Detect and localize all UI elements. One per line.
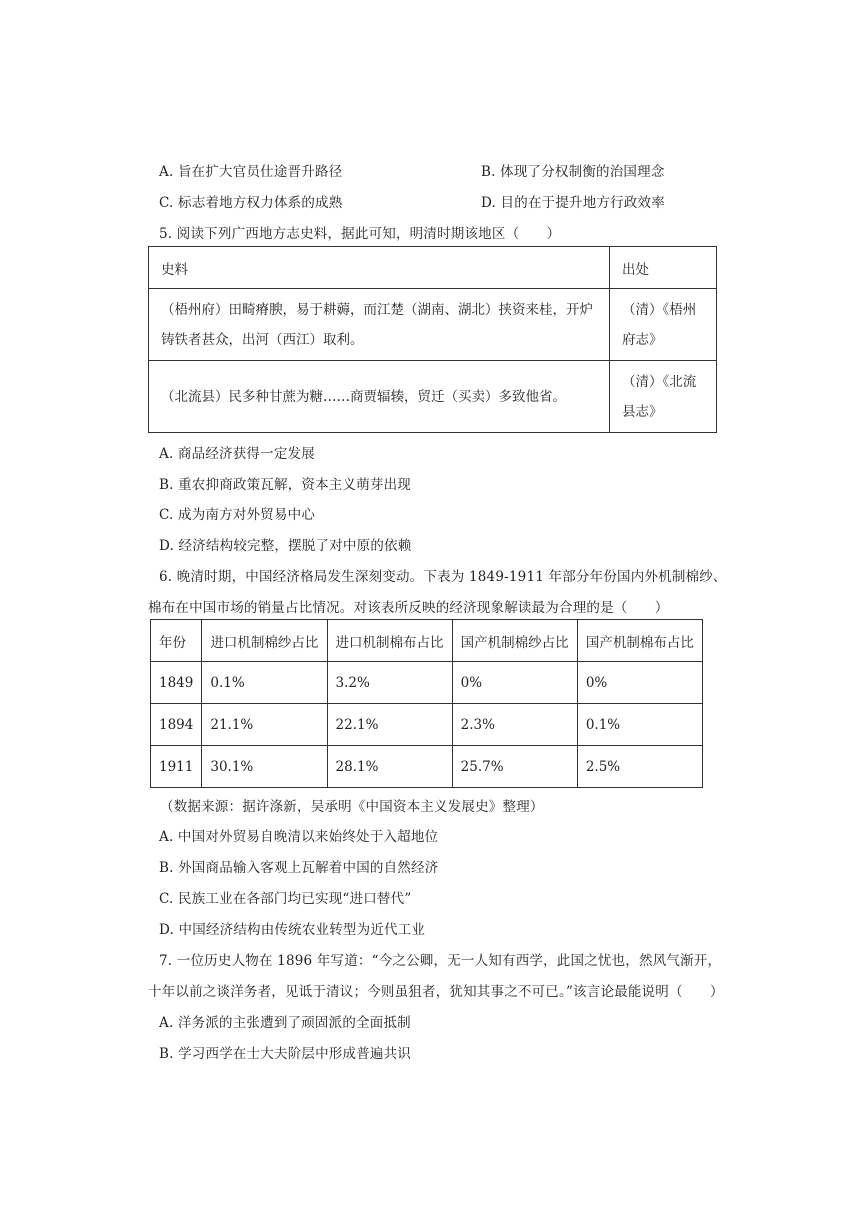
table-header-cell: 进口机制棉布占比 [327,620,452,662]
table-row [149,361,717,433]
table-cell: 0% [452,662,577,704]
table-row [151,746,703,788]
q4-option-b: B. 体现了分权制衡的治国理念 [481,164,665,180]
table-row [151,704,703,746]
table-cell: 28.1% [327,746,452,788]
q4-option-d: D. 目的在于提升地方行政效率 [481,195,665,211]
table-header-cell: 国产机制棉布占比 [577,620,702,662]
table-cell: （梧州府）田畸瘠腴，易于耕薅，而江楚（湖南、湖北）挟资来桂，开炉铸铁者甚众，出河（西江）取利。 [149,289,610,361]
q7-stem-line1: 7. 一位历史人物在 1896 年写道：“今之公卿，无一人知有西学，此国之忧也，然风气渐开， [159,953,722,969]
table-cell: 2.3% [452,704,577,746]
table-cell: 0% [577,662,702,704]
table-cell: 30.1% [202,746,327,788]
q5-option-a: A. 商品经济获得一定发展 [159,446,315,462]
q5-option-c: C. 成为南方对外贸易中心 [159,507,316,523]
q7-stem-line2: 十年以前之谈洋务者，见诋于清议；今则虽狙者，犹知其事之不可已。”该言论最能说明（ ） [148,984,724,1000]
q6-option-d: D. 中国经济结构由传统农业转型为近代工业 [159,922,426,938]
q6-data-table [150,619,703,788]
q4-option-c: C. 标志着地方权力体系的成熟 [159,195,343,211]
table-header-row [151,620,703,662]
table-cell: 22.1% [327,704,452,746]
table-cell: 0.1% [577,704,702,746]
table-cell: 1894 [151,704,202,746]
table-cell: 1911 [151,746,202,788]
q7-option-b: B. 学习西学在士大夫阶层中形成普遍共识 [159,1046,412,1062]
q5-option-d: D. 经济结构较完整，摆脱了对中原的依赖 [159,538,412,554]
table-cell: 0.1% [202,662,327,704]
table-cell: （清）《北流县志》 [610,361,717,433]
table-cell: 21.1% [202,704,327,746]
table-cell: （清）《梧州府志》 [610,289,717,361]
q5-option-b: B. 重农抑商政策瓦解，资本主义萌芽出现 [159,477,412,493]
table-cell: （北流县）民多种甘蔗为糖……商贾辐辏，贸迁（买卖）多致他省。 [149,361,610,433]
table-cell: 3.2% [327,662,452,704]
table-cell: 25.7% [452,746,577,788]
q6-option-b: B. 外国商品输入客观上瓦解着中国的自然经济 [159,860,439,876]
q4-option-a: A. 旨在扩大官员仕途晋升路径 [159,164,343,180]
q6-stem-line1: 6. 晚清时期，中国经济格局发生深刻变动。下表为 1849-1911 年部分年份国内外机制棉纱、 [159,569,727,585]
table-row [151,662,703,704]
table-header-row [149,247,717,289]
q6-option-a: A. 中国对外贸易自晚清以来始终处于入超地位 [159,829,439,845]
table-cell: 1849 [151,662,202,704]
q5-source-table [148,246,717,433]
q6-source-note: （数据来源：据许涤新，吴承明《中国资本主义发展史》整理） [160,799,544,815]
table-header-cell: 进口机制棉纱占比 [202,620,327,662]
table-header-cell: 史料 [149,247,610,289]
q6-stem-line2: 棉布在中国市场的销量占比情况。对该表所反映的经济现象解读最为合理的是（ ） [148,600,669,616]
q7-option-a: A. 洋务派的主张遭到了顽固派的全面抵制 [159,1015,411,1031]
table-header-cell: 年份 [151,620,202,662]
table-header-cell: 出处 [610,247,717,289]
table-cell: 2.5% [577,746,702,788]
table-row [149,289,717,361]
q5-stem: 5. 阅读下列广西地方志史料，据此可知，明清时期该地区（ ） [159,226,561,242]
q6-option-c: C. 民族工业在各部门均已实现“进口替代” [159,891,412,907]
table-header-cell: 国产机制棉纱占比 [452,620,577,662]
